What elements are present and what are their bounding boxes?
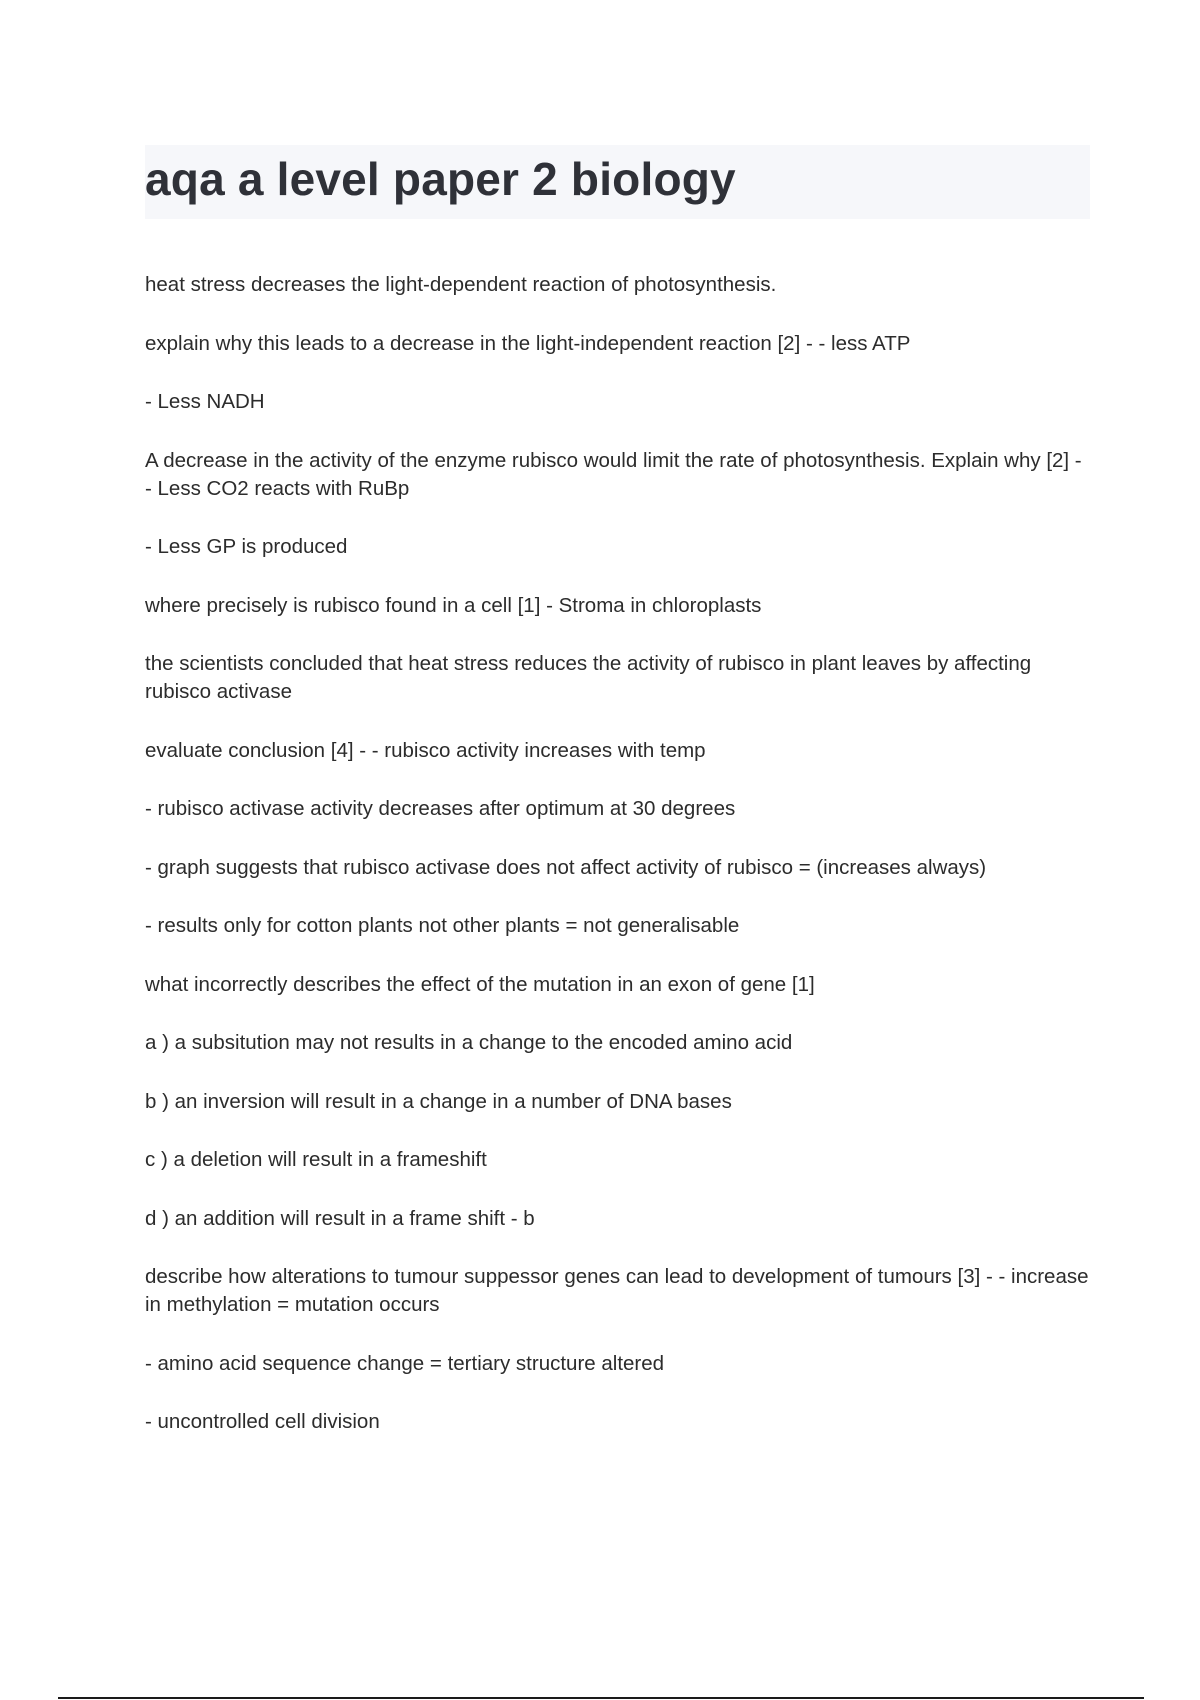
paragraph: evaluate conclusion [4] - - rubisco activity increases with temp <box>145 738 706 762</box>
page-bottom-divider <box>58 1697 1144 1699</box>
paragraph: explain why this leads to a decrease in the light-independent reaction [2] - - less ATP <box>145 331 911 355</box>
title-banner <box>145 145 1090 219</box>
paragraph: c ) a deletion will result in a frameshift <box>145 1148 487 1171</box>
document-body <box>145 271 1090 1436</box>
paragraph: - rubisco activase activity decreases after optimum at 30 degrees <box>145 797 736 820</box>
paragraph: - graph suggests that rubisco activase does not affect activity of rubisco = (increases always) <box>145 855 987 879</box>
paragraph: describe how alterations to tumour suppessor genes can lead to development of tumours [3] - - increase in methylation = mutation occurs <box>145 1265 1089 1316</box>
paragraph: - amino acid sequence change = tertiary structure altered <box>145 1351 665 1375</box>
paragraph: the scientists concluded that heat stress reduces the activity of rubisco in plant leaves by affecting rubisco activase <box>145 652 1032 703</box>
paragraph: - Less GP is produced <box>145 535 348 558</box>
paragraph: - Less NADH <box>145 390 265 413</box>
paragraph: a ) a subsitution may not results in a change to the encoded amino acid <box>145 1031 793 1054</box>
paragraph: A decrease in the activity of the enzyme rubisco would limit the rate of photosynthesis. Explain why [2] - - Less CO2 reacts with RuBp <box>145 448 1082 500</box>
paragraph: b ) an inversion will result in a change in a number of DNA bases <box>145 1089 732 1113</box>
paragraph: - results only for cotton plants not other plants = not generalisable <box>145 914 740 937</box>
paragraph: - uncontrolled cell division <box>145 1410 380 1433</box>
paragraph: where precisely is rubisco found in a cell [1] - Stroma in chloroplasts <box>145 593 762 617</box>
paragraph: what incorrectly describes the effect of the mutation in an exon of gene [1] <box>145 972 815 996</box>
paragraph: heat stress decreases the light-dependent reaction of photosynthesis. <box>145 273 777 296</box>
paragraph: d ) an addition will result in a frame shift - b <box>145 1206 535 1230</box>
page-title: aqa a level paper 2 biology <box>145 153 736 205</box>
